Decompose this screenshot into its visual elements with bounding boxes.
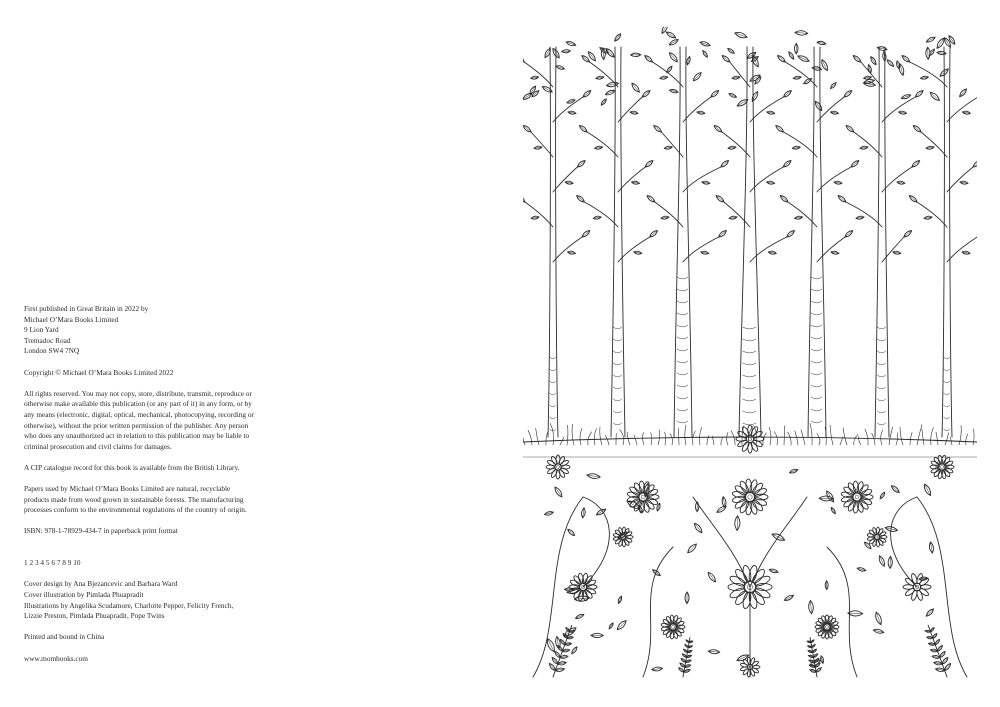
grass-blade [651, 433, 652, 445]
print-line: 1 2 3 4 5 6 7 8 9 10 [24, 558, 81, 568]
grass-blade [921, 424, 924, 445]
branch [910, 62, 947, 87]
grass-blade [560, 437, 564, 445]
vine [693, 497, 750, 587]
grass-blade [973, 429, 974, 445]
ground-line [523, 437, 977, 442]
branch [817, 237, 845, 262]
branch [553, 97, 583, 122]
branch [553, 237, 582, 262]
grass-blade [572, 424, 574, 445]
papers-line: processes conform to the environmental regulations of the country of origin. [24, 505, 247, 515]
branch [524, 62, 553, 87]
credit-line: Illustrations by Angelika Scudamore, Charlotte Pepper, Felicity French, [24, 600, 234, 610]
tree-trunk [875, 47, 879, 437]
rights-line: otherwise make available this publication (or any part of it) in any form, or by [24, 399, 252, 409]
branch [917, 202, 947, 227]
grass-blade [931, 428, 934, 445]
rights-line: any means (electronic, digital, optical, mechanical, photocopying, recording or [24, 409, 254, 419]
grass-blade [536, 428, 539, 445]
branch [724, 202, 750, 227]
grass-blade [810, 423, 812, 445]
vine [917, 497, 967, 677]
leaf [973, 161, 977, 167]
papers-line: products made from wood grown in sustainable forests. The manufacturing [24, 494, 244, 504]
grass-blade [620, 430, 624, 445]
coloring-illustration [523, 27, 977, 679]
rights-line: All rights reserved. You may not copy, store, distribute, transmit, reproduce or [24, 388, 252, 398]
grass-blade [685, 425, 686, 445]
branch [846, 202, 882, 227]
grass-blade [567, 425, 568, 445]
tree-trunk [674, 47, 680, 437]
branch [531, 132, 553, 157]
branch [683, 97, 711, 122]
grass-blade [917, 429, 921, 445]
tree-trunk [942, 47, 944, 437]
grass-blade [588, 432, 592, 445]
branch [618, 237, 650, 262]
grass-blade [774, 432, 777, 445]
grass-blade [788, 432, 791, 445]
branch [882, 237, 904, 262]
credit-line: Cover design by Ana Bjezancevic and Barbara Ward [24, 579, 178, 589]
grass-blade [665, 432, 666, 445]
publisher-line: Tremadoc Road [24, 335, 71, 345]
tree-trunk [548, 47, 550, 437]
grass-blade [817, 434, 820, 445]
grass-blade [670, 433, 672, 445]
publisher-line: 9 Lion Yard [24, 325, 59, 335]
grass-blade [699, 427, 701, 445]
grass-blade [966, 434, 968, 445]
branch [921, 132, 947, 157]
grass-blade [945, 433, 949, 445]
grass-blade [643, 432, 644, 445]
grass-blade [865, 429, 868, 445]
branch [587, 132, 618, 157]
grass-blade [634, 435, 637, 445]
credit-line: Lizzie Preston, Pimlada Phuapradit, Pope Twins [24, 611, 165, 621]
branch [882, 97, 915, 122]
grass-blade [763, 433, 766, 445]
branch [947, 97, 977, 122]
publisher-line: Michael O’Mara Books Limited [24, 314, 119, 324]
grass-blade [546, 433, 547, 445]
forest-illustration [523, 27, 977, 679]
grass-blade [900, 427, 903, 445]
publisher-line: First published in Great Britain in 2022 by [24, 304, 149, 313]
vine [643, 547, 673, 677]
grass-blade [528, 430, 532, 445]
printed-notice: Printed and bound in China [24, 632, 105, 642]
grass-blade [881, 430, 883, 445]
rights-line: criminal prosecution and civil claims for damages. [24, 441, 172, 451]
grass-blade [731, 431, 735, 445]
grass-blade [727, 433, 728, 445]
branch [652, 62, 683, 87]
grass-blade [721, 437, 723, 445]
vine [533, 497, 583, 677]
grass-blade [693, 431, 696, 445]
branch [750, 97, 784, 122]
grass-blade [550, 424, 553, 445]
branch [785, 62, 817, 87]
rights-line: otherwise), without the prior written permission of the publisher. Any person [24, 420, 249, 430]
grass-blade [872, 433, 875, 445]
imprint-text [24, 304, 324, 664]
branch [553, 167, 577, 192]
branch [584, 202, 618, 227]
grass-blade [600, 427, 602, 445]
grass-blade [843, 428, 847, 445]
grass-blade [936, 432, 938, 445]
isbn: ISBN: 978-1-78929-434-7 in paperback print format [24, 526, 178, 536]
grass-blade [889, 427, 893, 445]
branch [750, 237, 787, 262]
grass-blade [594, 429, 596, 445]
publisher-line: London SW4 7NQ [24, 346, 80, 356]
vine [827, 547, 857, 677]
grass-blade [795, 431, 798, 445]
branch [683, 167, 721, 192]
grass-blade [523, 430, 525, 445]
grass-blade [910, 432, 912, 445]
branch [854, 132, 882, 157]
papers-line: Papers used by Michael O’Mara Books Limited are natural, recyclable [24, 484, 231, 494]
branch [882, 167, 912, 192]
grass-blade [580, 428, 582, 445]
grass-blade [959, 425, 961, 445]
copyright-notice: Copyright © Michael O’Mara Books Limited 2022 [24, 367, 174, 377]
branch [618, 97, 642, 122]
cip-notice: A CIP catalogue record for this book is available from the British Library. [24, 462, 240, 472]
rights-line: who does any unauthorized act in relation to this publication may be liable to [24, 431, 250, 441]
branch [525, 202, 553, 227]
grass-blade [830, 425, 833, 445]
branch [817, 167, 851, 192]
grass-blade [605, 435, 609, 445]
grass-blade [854, 434, 858, 445]
branch [947, 167, 973, 192]
branch [590, 62, 618, 87]
grass-blade [769, 427, 771, 445]
website: www.mombooks.com [24, 653, 88, 663]
branch [618, 167, 645, 192]
credit-line: Cover illustration by Pimlada Phuapradit [24, 590, 144, 600]
tree-trunk [808, 47, 814, 437]
branch [947, 237, 977, 262]
grass-blade [784, 426, 785, 445]
branch [783, 132, 817, 157]
tree-trunk [611, 47, 615, 437]
